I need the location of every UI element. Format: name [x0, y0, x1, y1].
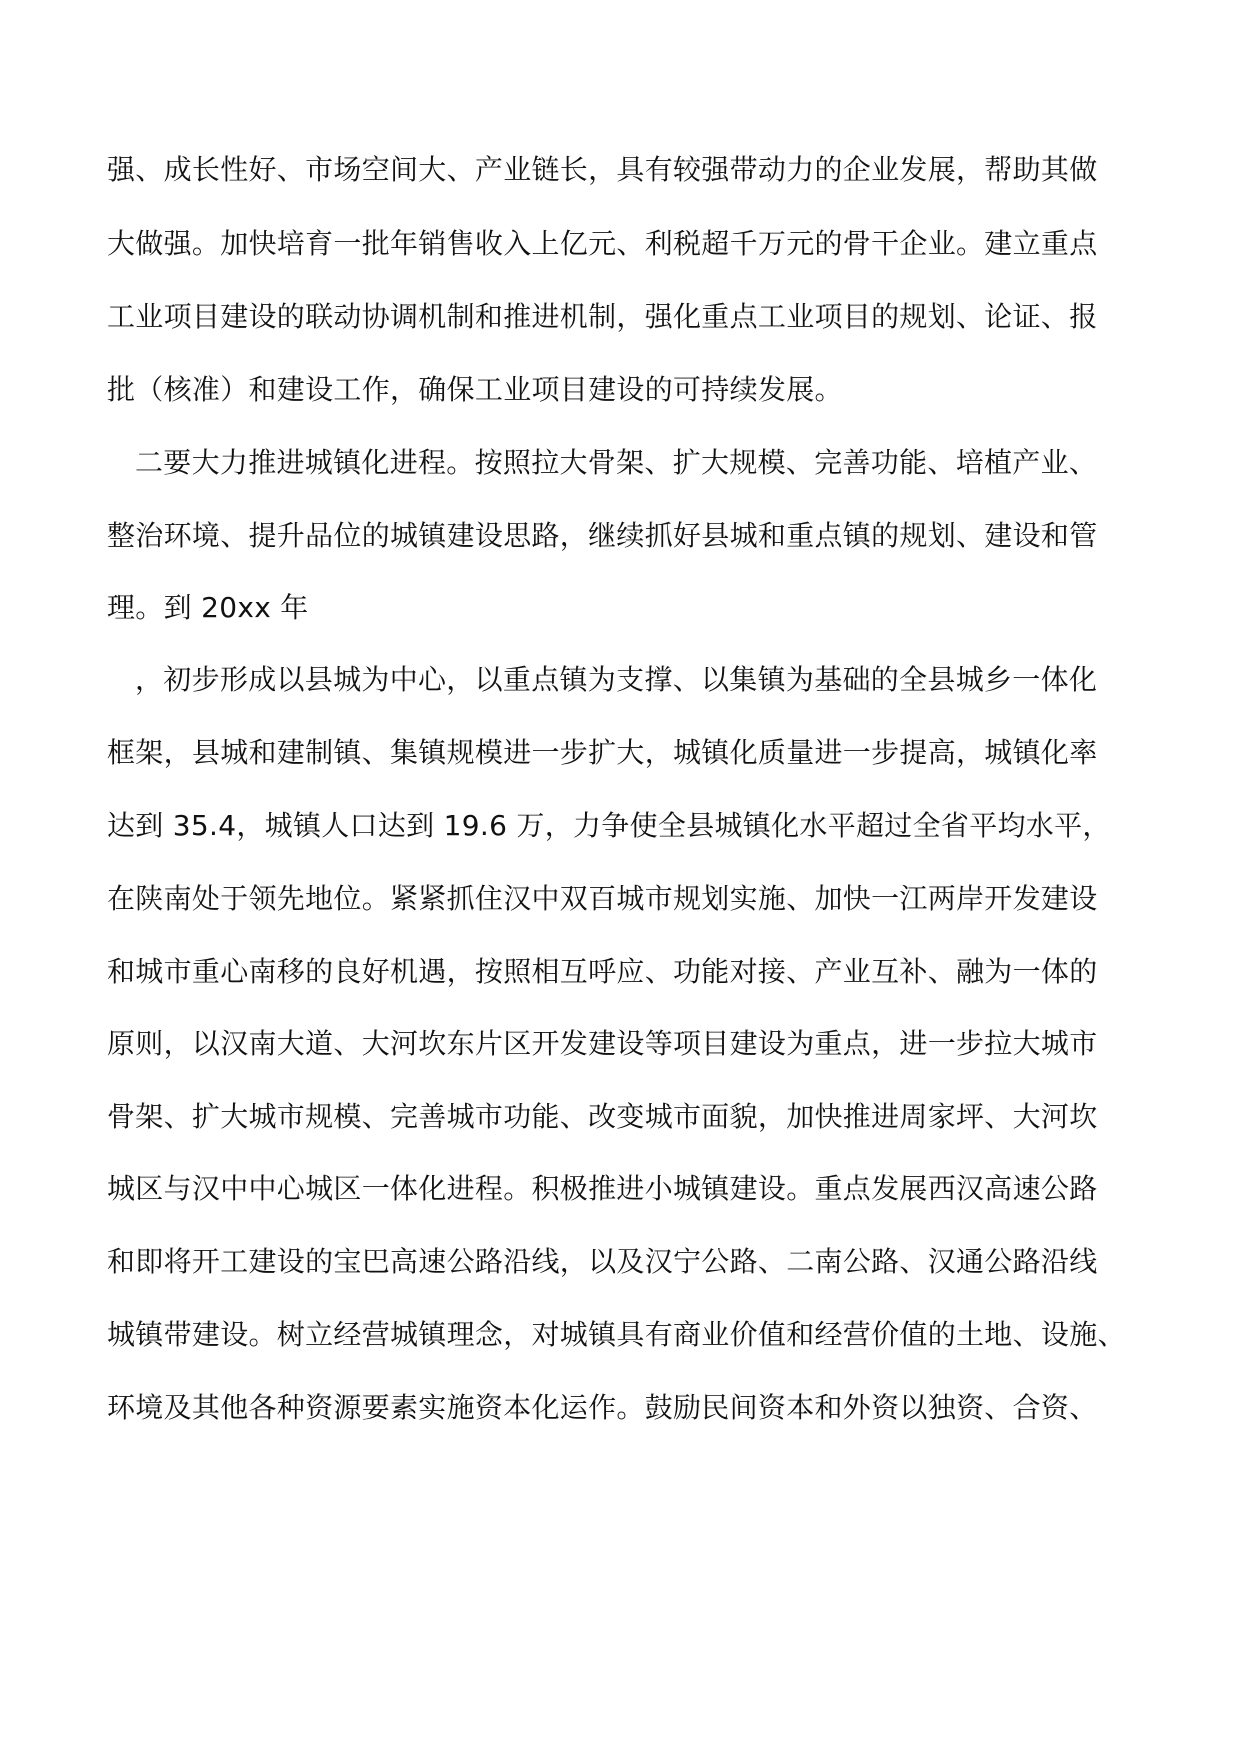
- paragraph-first-line: ，初步形成以县城为中心，以重点镇为支撑、以集镇为基础的全县城乡一体化: [135, 663, 1098, 696]
- text-line: 理。到 20xx 年: [107, 591, 309, 624]
- text-line: 和即将开工建设的宝巴高速公路沿线，以及汉宁公路、二南公路、汉通公路沿线: [107, 1245, 1098, 1278]
- text-line: 城区与汉中中心城区一体化进程。积极推进小城镇建设。重点发展西汉高速公路: [107, 1172, 1098, 1205]
- text-line: 批（核准）和建设工作，确保工业项目建设的可持续发展。: [107, 373, 843, 406]
- text-line: 原则，以汉南大道、大河坎东片区开发建设等项目建设为重点，进一步拉大城市: [107, 1027, 1098, 1060]
- text-line: 环境及其他各种资源要素实施资本化运作。鼓励民间资本和外资以独资、合资、: [107, 1391, 1098, 1424]
- text-line: 和城市重心南移的良好机遇，按照相互呼应、功能对接、产业互补、融为一体的: [107, 955, 1098, 988]
- paragraph-first-line: 二要大力推进城镇化进程。按照拉大骨架、扩大规模、完善功能、培植产业、: [135, 446, 1098, 479]
- text-line: 骨架、扩大城市规模、完善城市功能、改变城市面貌，加快推进周家坪、大河坎: [107, 1100, 1098, 1133]
- text-line: 达到 35.4，城镇人口达到 19.6 万，力争使全县城镇化水平超过全省平均水平，: [107, 809, 1111, 842]
- text-line: 大做强。加快培育一批年销售收入上亿元、利税超千万元的骨干企业。建立重点: [107, 227, 1098, 260]
- text-line: 整治环境、提升品位的城镇建设思路，继续抓好县城和重点镇的规划、建设和管: [107, 519, 1098, 552]
- text-line: 强、成长性好、市场空间大、产业链长，具有较强带动力的企业发展，帮助其做: [107, 153, 1098, 186]
- text-line: 框架，县城和建制镇、集镇规模进一步扩大，城镇化质量进一步提高，城镇化率: [107, 736, 1098, 769]
- text-line: 城镇带建设。树立经营城镇理念，对城镇具有商业价值和经营价值的土地、设施、: [107, 1318, 1126, 1351]
- text-line: 工业项目建设的联动协调机制和推进机制，强化重点工业项目的规划、论证、报: [107, 300, 1098, 333]
- text-line: 在陕南处于领先地位。紧紧抓住汉中双百城市规划实施、加快一江两岸开发建设: [107, 882, 1098, 915]
